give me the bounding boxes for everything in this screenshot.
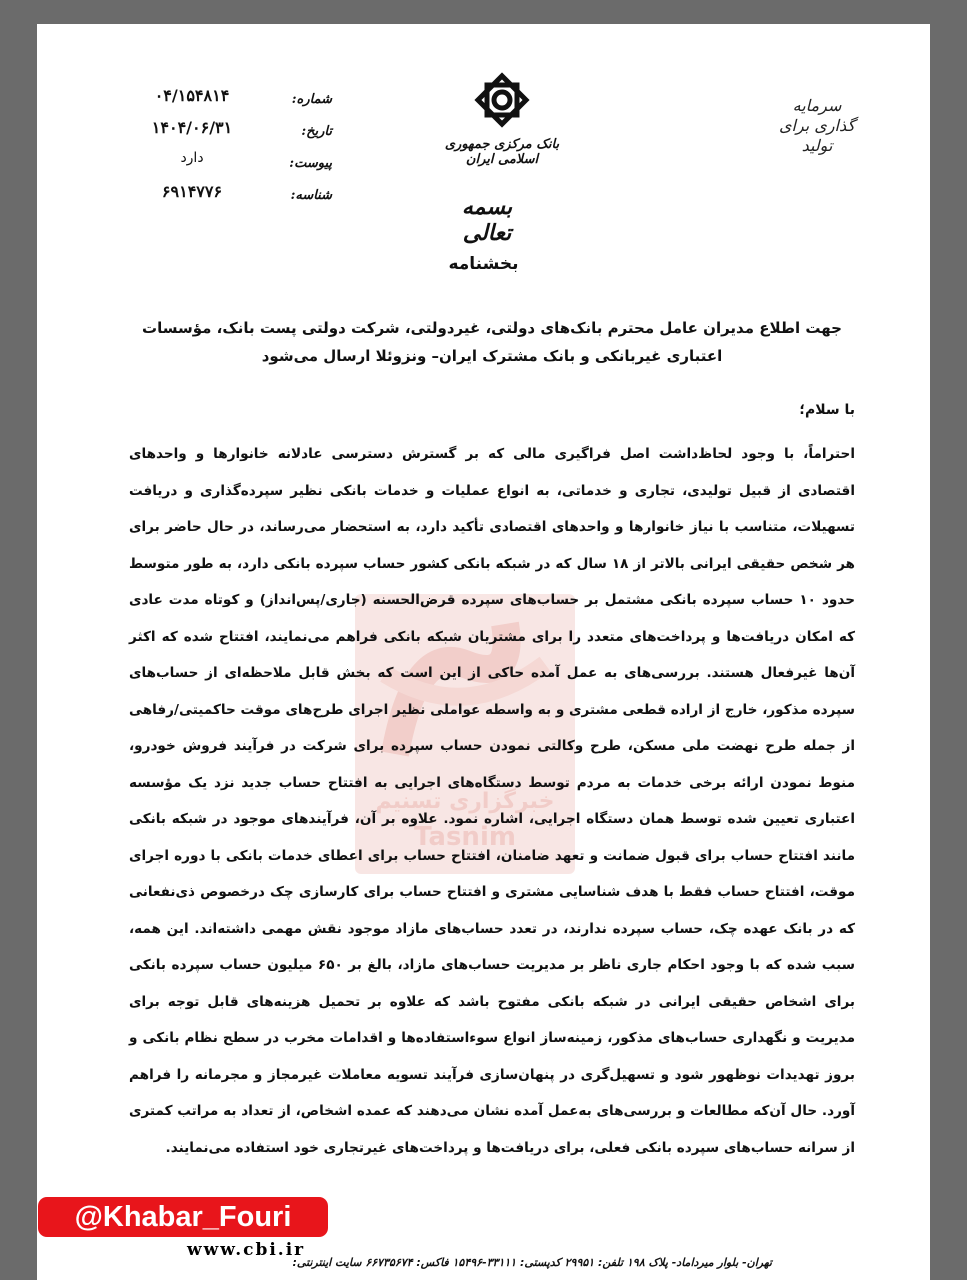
bank-name: بانک مرکزی جمهوری اسلامی ایران (444, 137, 560, 167)
meta-number-label: شماره: (291, 92, 332, 107)
meta-id-label: شناسه: (290, 188, 332, 203)
document-page (37, 24, 930, 1280)
central-bank-emblem-icon (471, 69, 533, 131)
meta-attachment (132, 148, 332, 180)
slogan-calligraphy: سرمایه گذاری برای تولید (778, 96, 856, 155)
meta-date-value: ۱۴۰۴/۰۶/۳۱ (151, 118, 233, 137)
letter-meta (132, 84, 332, 212)
document-title: بخشنامه (448, 254, 519, 274)
meta-date (132, 116, 332, 148)
watermark-latin: Tasnim (414, 822, 516, 852)
besmeh-calligraphy: بسمه تعالی (461, 194, 513, 246)
meta-number (132, 84, 332, 116)
recipients-intro: جهت اطلاع مدیران عامل محترم بانک‌های دولتی، غیردولتی، شرکت دولتی پست بانک، مؤسسات اعتباری غیربانکی و بانک مشترک ایران– ونزوئلا ارسال می‌شود (142, 319, 842, 365)
footer-website: www.cbi.ir (187, 1240, 306, 1260)
meta-number-value: ۰۴/۱۵۴۸۱۴ (154, 86, 230, 105)
channel-handle-badge: @Khabar_Fouri (38, 1197, 328, 1237)
footer-address: تهران- بلوار میرداماد- پلاک ۱۹۸ تلفن: ۲۹۹۵۱ کدپستی: ۳۳۱۱۱-۱۵۴۹۶ فاکس: ۶۶۷۳۵۶۷۴ سایت اینترنتی: (292, 1256, 772, 1269)
meta-id (132, 180, 332, 212)
meta-attachment-value: دارد (180, 150, 204, 166)
watermark-brand: خبرگزاری تسنیم (375, 789, 555, 814)
meta-id-value: ۶۹۱۴۷۷۶ (161, 182, 223, 201)
central-bank-logo (427, 69, 577, 167)
body-paragraph: احتراماً، با وجود لحاظ‌داشت اصل فراگیری مالی که بر گسترش دسترسی عادلانه خانوارها و واحدهای اقتصادی از قبیل تولیدی، تجاری و خدماتی، به انواع عملیات و خدمات بانکی نظیر سپرده‌گذاری و دریافت تسهیلات، متناسب با نیاز خانوارها و واحدهای اقتصادی تأکید دارد، به استحضار می‌رساند، در حال حاضر برای هر شخص حقیقی ایرانی بالاتر از ۱۸ سال که در شبکه بانکی کشور حساب سپرده بانکی دارد، به طور متوسط حدود ۱۰ حساب سپرده بانکی مشتمل بر حساب‌های سپرده قرض‌الحسنه (جاری/پس‌انداز) و کوتاه مدت عادی که امکان دریافت‌ها و پرداخت‌های متعدد را برای مشتریان شبکه بانکی فراهم می‌نمایند، افتتاح شده که اکثر آن‌ها غیرفعال هستند. بررسی‌های به عمل آمده حاکی از این است که بخش قابل ملاحظه‌ای از حساب‌های سپرده مذکور، خارج از اراده قطعی مشتری و به واسطه عواملی نظیر اجرای طرح‌های موقت حاکمیتی/رفاهی از جمله طرح نهضت ملی مسکن، طرح وکالتی نمودن حساب سپرده برای شرکت در فرآیند فروش خودرو، منوط نمودن ارائه برخی خدمات به مردم توسط دستگاه‌های اجرایی به افتتاح حساب جدید نزد یک مؤسسه اعتباری تعیین شده توسط همان دستگاه اجرایی، اشاره نمود. علاوه بر آن، فرآیندهای موجود در شبکه بانکی مانند افتتاح حساب برای قبول ضمانت و تعهد ضامنان، افتتاح حساب برای اعطای خدمات بانکی با دوره اجرای موقت، افتتاح حساب فقط با هدف شناسایی مشتری و افتتاح حساب برای کارسازی چک درخصوص ذی‌نفعانی که در بانک عهده چک، حساب سپرده ندارند، در تعدد حساب‌های مازاد موجود نقش مهمی داشته‌اند. این همه، سبب شده که با وجود احکام جاری ناظر بر مدیریت حساب‌های مازاد، بالغ بر ۶۵۰ میلیون حساب سپرده بانکی برای اشخاص حقیقی ایرانی در شبکه بانکی مفتوح باشد که علاوه بر تحمیل هزینه‌های قابل توجه برای مدیریت و نگهداری حساب‌های مذکور، زمینه‌ساز انواع سوءاستفاده‌ها و اقدامات مخرب در سطح نظام بانکی و بروز تهدیدات نوظهور شود و تسهیل‌گری در پنهان‌سازی فرآیند تسویه معاملات غیرمجاز و مجرمانه را فراهم آورد. حال آن‌که مطالعات و بررسی‌های به‌عمل آمده نشان می‌دهند که عمده اشخاص، از تعداد به مراتب کمتری از سرانه حساب‌های سپرده بانکی فعلی، برای دریافت‌ها و پرداخت‌های غیرتجاری خود استفاده می‌نمایند. (129, 446, 856, 1156)
meta-date-label: تاریخ: (301, 124, 332, 139)
meta-attachment-label: پیوست: (289, 156, 332, 171)
greeting: با سلام؛ (799, 402, 855, 418)
